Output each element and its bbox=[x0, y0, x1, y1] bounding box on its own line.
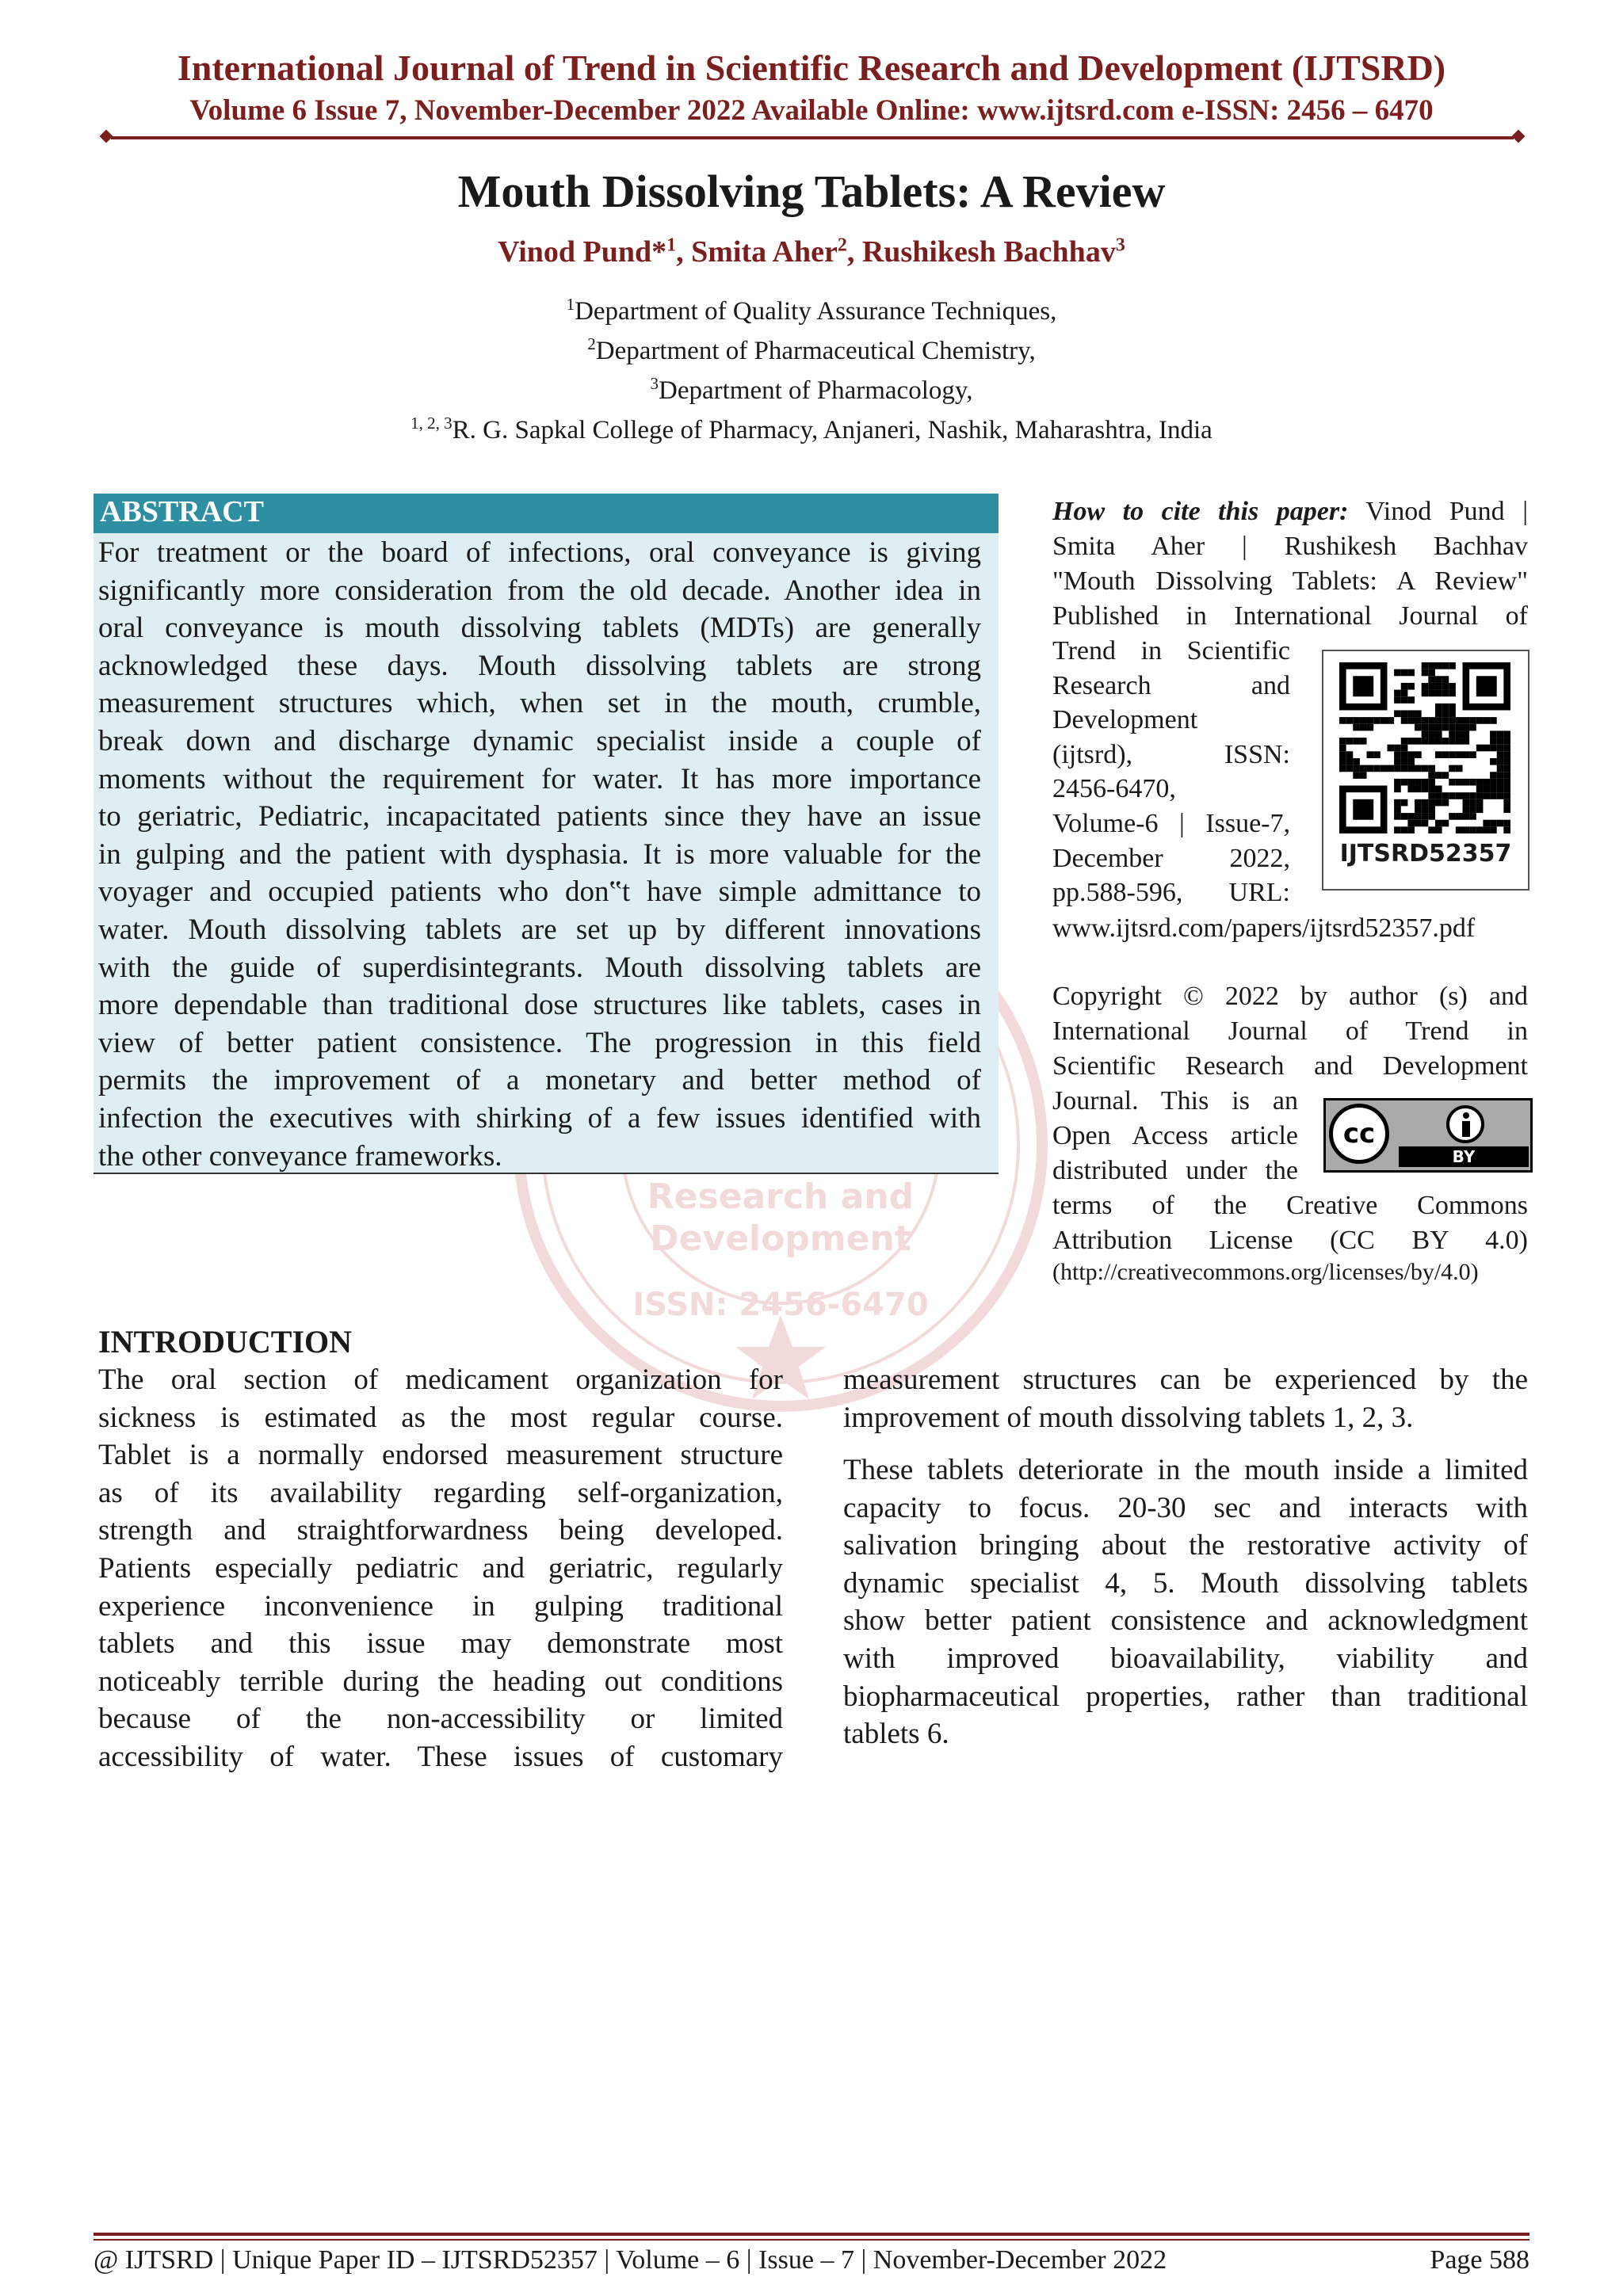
copyright-line: Scientific Research and Development bbox=[1052, 1051, 1528, 1081]
abstract-line: more dependable than traditional dose structures like tablets, cases in bbox=[98, 989, 981, 1022]
abstract-line: voyager and occupied patients who don‟t have simple admittance to bbox=[98, 875, 981, 909]
intro-line: measurement structures can be experienced by the bbox=[843, 1363, 1528, 1396]
author-sup: 1 bbox=[666, 235, 677, 256]
author-sup: 2 bbox=[837, 235, 847, 256]
abstract-line: water. Mouth dissolving tablets are set up by different innovations bbox=[98, 913, 981, 946]
citation-line: "Mouth Dissolving Tablets: A Review" bbox=[1052, 566, 1528, 596]
abstract-divider bbox=[94, 1173, 999, 1174]
copyright-line: distributed under the bbox=[1052, 1156, 1298, 1185]
affiliation: $^2$Department of Pharmaceutical Chemistry, bbox=[587, 334, 1036, 365]
watermark-development: Development bbox=[650, 1219, 911, 1259]
watermark-issn: ISSN: 2456-6470 bbox=[632, 1287, 929, 1323]
intro-line: salivation bringing about the restorative activity of bbox=[843, 1529, 1528, 1562]
intro-line: with improved bioavailability, viability and bbox=[843, 1642, 1528, 1675]
copyright-line: Attribution License (CC BY 4.0) bbox=[1052, 1226, 1528, 1255]
copyright-line: Copyright © 2022 by author (s) and bbox=[1052, 982, 1528, 1011]
intro-line: biopharmaceutical properties, rather than traditional bbox=[843, 1680, 1528, 1713]
citation-line: Research and bbox=[1052, 670, 1290, 700]
abstract-line: moments without the requirement for water. It has more importance bbox=[98, 762, 981, 795]
abstract-line: to geriatric, Pediatric, incapacitated patients since they have an issue bbox=[98, 800, 981, 833]
citation-line: How to cite this paper: Vinod Pund | bbox=[1052, 497, 1528, 526]
header-divider bbox=[111, 136, 1514, 139]
license-url-link[interactable]: (http://creativecommons.org/licenses/by/4.0) bbox=[1052, 1259, 1479, 1285]
intro-line: experience inconvenience in gulping traditional bbox=[98, 1589, 783, 1623]
citation-line: Volume-6 | Issue-7, bbox=[1052, 809, 1290, 838]
page-number: Page 588 bbox=[1430, 2245, 1529, 2275]
intro-line: sickness is estimated as the most regular course. bbox=[98, 1401, 783, 1434]
citation-line: (ijtsrd), ISSN: bbox=[1052, 739, 1290, 769]
citation-line: Development bbox=[1052, 705, 1198, 735]
copyright-line: terms of the Creative Commons bbox=[1052, 1191, 1528, 1220]
intro-line: capacity to focus. 20-30 sec and interacts with bbox=[843, 1491, 1528, 1524]
intro-line: The oral section of medicament organization for bbox=[98, 1363, 783, 1396]
citation-line: pp.588-596, URL: bbox=[1052, 878, 1290, 908]
cc-by-license-badge[interactable] bbox=[1323, 1098, 1533, 1173]
intro-line: because of the non-accessibility or limited bbox=[98, 1703, 783, 1736]
abstract-line: with the guide of superdisintegrants. Mouth dissolving tablets are bbox=[98, 951, 981, 984]
affiliation: $^1$Department of Quality Assurance Techniques, bbox=[566, 295, 1057, 326]
introduction-heading: INTRODUCTION bbox=[98, 1324, 353, 1360]
journal-title: International Journal of Trend in Scientific Research and Development (IJTSRD) bbox=[177, 48, 1446, 88]
footer-info: @ IJTSRD | Unique Paper ID – IJTSRD52357 | Volume – 6 | Issue – 7 | November-December 2022 bbox=[94, 2245, 1167, 2275]
citation-url-link[interactable]: www.ijtsrd.com/papers/ijtsrd52357.pdf bbox=[1052, 913, 1476, 943]
copyright-line: Open Access article bbox=[1052, 1121, 1298, 1150]
abstract-line: oral conveyance is mouth dissolving tablets (MDTs) are generally bbox=[98, 612, 981, 645]
abstract-line: measurement structures which, when set in the mouth, crumble, bbox=[98, 687, 981, 720]
intro-line: dynamic specialist 4, 5. Mouth dissolving tablets bbox=[843, 1566, 1528, 1600]
copyright-line: Journal. This is an bbox=[1052, 1086, 1298, 1116]
qr-label: IJTSRD52357 bbox=[1339, 840, 1512, 868]
page-footer bbox=[94, 2245, 1529, 2275]
copyright-line: International Journal of Trend in bbox=[1052, 1016, 1528, 1046]
intro-line: accessibility of water. These issues of customary bbox=[98, 1741, 783, 1773]
author-name: Rushikesh Bachhav bbox=[861, 235, 1116, 269]
intro-line: tablets and this issue may demonstrate most bbox=[98, 1627, 783, 1661]
issue-line: Volume 6 Issue 7, November-December 2022 Available Online: www.ijtsrd.com e-ISSN: 2456 – 6470 bbox=[189, 94, 1434, 127]
intro-line: show better patient consistence and acknowledgment bbox=[843, 1604, 1528, 1638]
person-icon bbox=[1446, 1105, 1484, 1143]
author-sup: 3 bbox=[1115, 235, 1125, 256]
author-list: Vinod Pund*$^1$, Smita Aher$^2$, Rushikesh Bachhav$^3$ bbox=[498, 235, 1125, 269]
abstract-line: the other conveyance frameworks. bbox=[98, 1139, 502, 1173]
paper-title: Mouth Dissolving Tablets: A Review bbox=[457, 166, 1166, 217]
citation-authors-cont: Smita Aher | Rushikesh Bachhav bbox=[1052, 532, 1528, 561]
cc-icon: cc bbox=[1329, 1104, 1389, 1164]
abstract-line: break down and discharge dynamic specialist inside a couple of bbox=[98, 725, 981, 757]
abstract-line: view of better patient consistence. The progression in this field bbox=[98, 1026, 981, 1059]
citation-line: Published in International Journal of bbox=[1052, 601, 1528, 631]
citation-label: How to cite this paper bbox=[1052, 497, 1340, 526]
abstract-line: For treatment or the board of infections, oral conveyance is giving bbox=[98, 536, 981, 569]
abstract-line: infection the executives with shirking of a few issues identified with bbox=[98, 1102, 981, 1135]
footer-divider-thin bbox=[94, 2239, 1529, 2241]
intro-line: Patients especially pediatric and geriatric, regularly bbox=[98, 1552, 783, 1585]
intro-line: These tablets deteriorate in the mouth inside a limited bbox=[843, 1454, 1528, 1486]
footer-divider bbox=[94, 2233, 1529, 2236]
intro-line: improvement of mouth dissolving tablets 1, 2, 3. bbox=[843, 1401, 1414, 1434]
watermark-research: Research and bbox=[647, 1177, 915, 1217]
affiliation: $^{1, 2, 3}$R. G. Sapkal College of Pharmacy, Anjaneri, Nashik, Maharashtra, India bbox=[411, 414, 1212, 444]
author-name: Vinod Pund* bbox=[498, 235, 667, 269]
citation-line: December 2022, bbox=[1052, 843, 1290, 873]
affiliation: $^3$Department of Pharmacology, bbox=[650, 374, 973, 405]
author-name: Smita Aher bbox=[691, 235, 838, 269]
abstract-line: significantly more consideration from the old decade. Another idea in bbox=[98, 574, 981, 607]
by-label: BY bbox=[1452, 1147, 1476, 1166]
intro-line: tablets 6. bbox=[843, 1718, 949, 1751]
intro-line: Tablet is a normally endorsed measurement structure bbox=[98, 1439, 783, 1472]
abstract-line: acknowledged these days. Mouth dissolving tablets are strong bbox=[98, 649, 981, 682]
abstract-line: permits the improvement of a monetary and better method of bbox=[98, 1064, 981, 1097]
qr-code-icon[interactable] bbox=[1339, 662, 1510, 833]
intro-line: strength and straightforwardness being developed. bbox=[98, 1514, 783, 1547]
abstract-heading: ABSTRACT bbox=[100, 495, 264, 528]
intro-line: noticeably terrible during the heading out conditions bbox=[98, 1665, 783, 1698]
abstract-line: in gulping and the patient with dysphasia. It is more valuable for the bbox=[98, 837, 981, 871]
intro-line: as of its availability regarding self-organization, bbox=[98, 1476, 783, 1509]
citation-authors: Vinod Pund | bbox=[1365, 497, 1528, 526]
citation-line: Trend in Scientific bbox=[1052, 636, 1290, 666]
citation-line: 2456-6470, bbox=[1052, 774, 1176, 804]
